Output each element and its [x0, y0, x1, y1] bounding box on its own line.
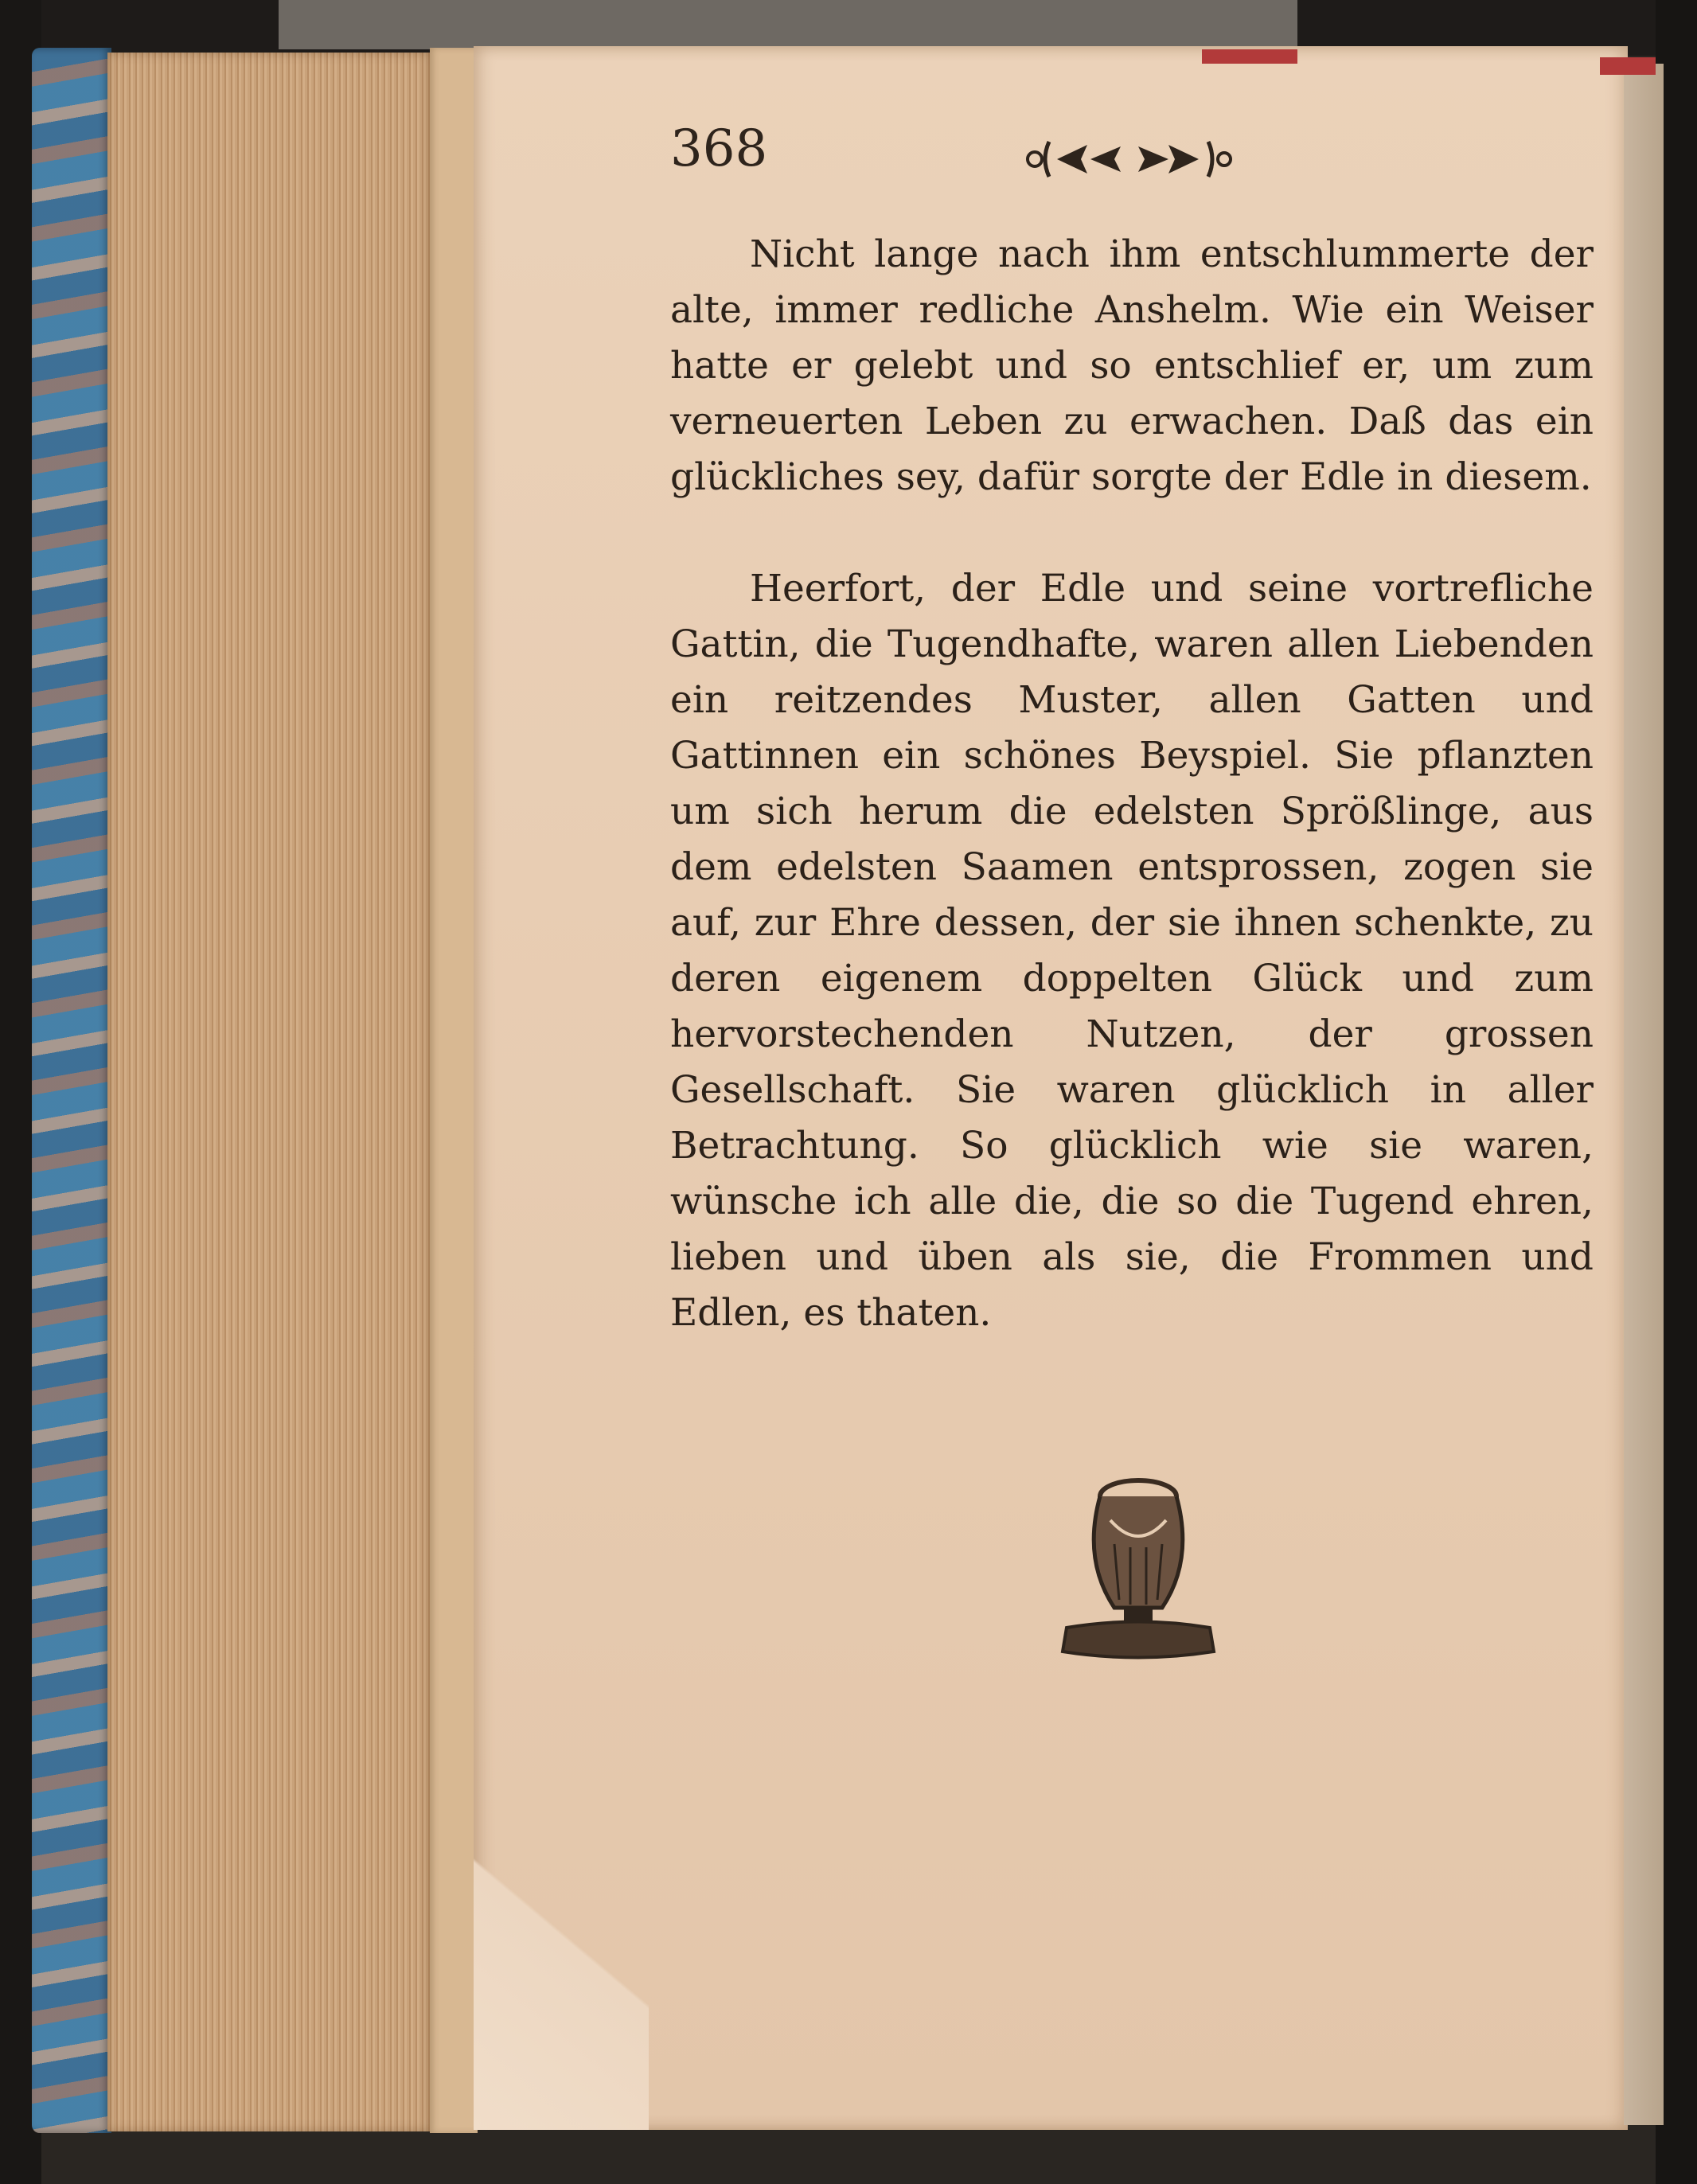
header-ornament-icon [1025, 127, 1232, 186]
page-stack-edge [107, 53, 430, 2131]
page-number: 368 [670, 119, 768, 178]
marbled-cover [32, 48, 111, 2133]
binding-red-edge [1202, 49, 1297, 64]
binding-red-edge-right [1600, 57, 1656, 75]
facing-page-edge [1624, 64, 1664, 2125]
paragraph-2: Heerfort, der Edle und seine vortrefliche Gattin, die Tugendhafte, waren allen Liebenden ein reitzendes Muster, allen Gatten und Gattinnen ein schönes Beyspiel. Sie pflanzten um sich herum die edelsten Sprößlinge, aus dem edelsten Saamen entsprossen, zogen sie auf, zur Ehre dessen, der sie ihnen schenkte, zu deren eigenem doppelten Glück und zum hervorstechenden Nutzen, der grossen Gesellschaft. Sie waren glücklich in aller Betrachtung. So glücklich wie sie waren, wünsche ich alle die, die so die Tugend ehren, lieben und üben als sie, die Frommen und Edlen, es thaten. [670, 567, 1594, 1335]
page-fold [474, 1831, 649, 2130]
background-top-strip [279, 0, 1297, 49]
paragraph-1: Nicht lange nach ihm entschlummerte der alte, immer redliche Anshelm. Wie ein Weiser hatte er gelebt und so entschlief er, um zum verneuerten Leben zu erwachen. Daß das ein glückliches sey, dafür sorgte der Edle in diesem. [670, 232, 1594, 499]
page-stack-cap [430, 48, 478, 2133]
page-text [670, 227, 1594, 1341]
urn-vignette-icon [1051, 1464, 1226, 1671]
